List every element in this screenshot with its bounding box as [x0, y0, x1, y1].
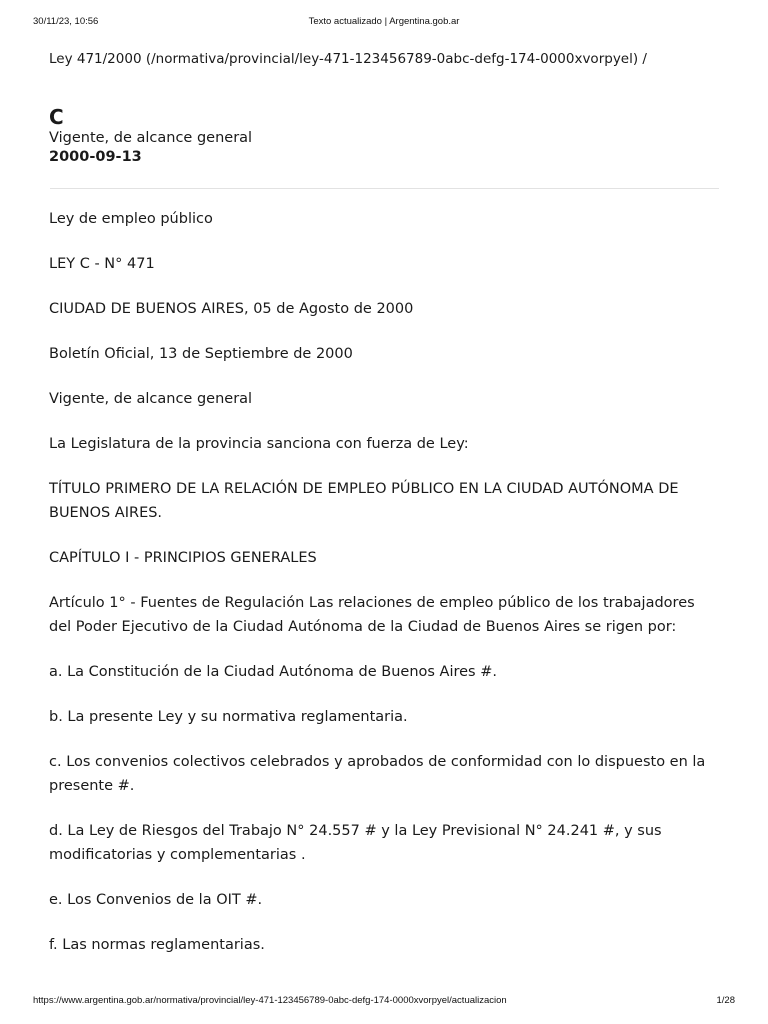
document-content	[49, 48, 719, 978]
list-item-d: d. La Ley de Riesgos del Trabajo N° 24.557 # y la Ley Previsional N° 24.241 #, y sus modificatorias y complementarias .	[49, 823, 662, 863]
title-heading: TÍTULO PRIMERO DE LA RELACIÓN DE EMPLEO PÚBLICO EN LA CIUDAD AUTÓNOMA DE BUENOS AIRES.	[49, 481, 679, 521]
enactment-formula: La Legislatura de la provincia sanciona con fuerza de Ley:	[49, 436, 469, 452]
breadcrumb[interactable]: Ley 471/2000 (/normativa/provincial/ley-471-123456789-0abc-defg-174-0000xvorpyel) /	[49, 51, 647, 67]
list-item-a: a. La Constitución de la Ciudad Autónoma de Buenos Aires #.	[49, 664, 497, 680]
list-item-b: b. La presente Ley y su normativa reglamentaria.	[49, 709, 408, 725]
list-item-f: f. Las normas reglamentarias.	[49, 937, 265, 953]
validity-status: Vigente, de alcance general	[49, 391, 253, 407]
law-name: Ley de empleo público	[49, 211, 213, 227]
section-divider	[50, 188, 719, 189]
sanction-place-date: CIUDAD DE BUENOS AIRES, 05 de Agosto de 2000	[49, 301, 414, 317]
law-text	[49, 207, 719, 957]
law-date: 2000-09-13	[49, 149, 142, 165]
list-item-c: c. Los convenios colectivos celebrados y aprobados de conformidad con lo dispuesto en la presente #.	[49, 754, 706, 794]
article-1: Artículo 1° - Fuentes de Regulación Las relaciones de empleo público de los trabajadores del Poder Ejecutivo de la Ciudad Autónoma de la Ciudad de Buenos Aires se rigen por:	[49, 595, 695, 635]
chapter-heading: CAPÍTULO I - PRINCIPIOS GENERALES	[49, 550, 317, 566]
official-bulletin: Boletín Oficial, 13 de Septiembre de 2000	[49, 346, 353, 362]
print-page-number: 1/28	[716, 995, 735, 1006]
print-url: https://www.argentina.gob.ar/normativa/provincial/ley-471-123456789-0abc-defg-174-0000xvorpyel/actualizacion	[33, 995, 507, 1006]
print-page-title: Texto actualizado | Argentina.gob.ar	[308, 16, 460, 27]
law-number: LEY C - N° 471	[49, 256, 155, 272]
list-item-e: e. Los Convenios de la OIT #.	[49, 892, 263, 908]
print-header	[0, 16, 768, 30]
print-datetime: 30/11/23, 10:56	[33, 16, 99, 27]
print-footer	[0, 995, 768, 1009]
law-status: Vigente, de alcance general	[49, 130, 253, 146]
law-letter: C	[49, 105, 64, 129]
